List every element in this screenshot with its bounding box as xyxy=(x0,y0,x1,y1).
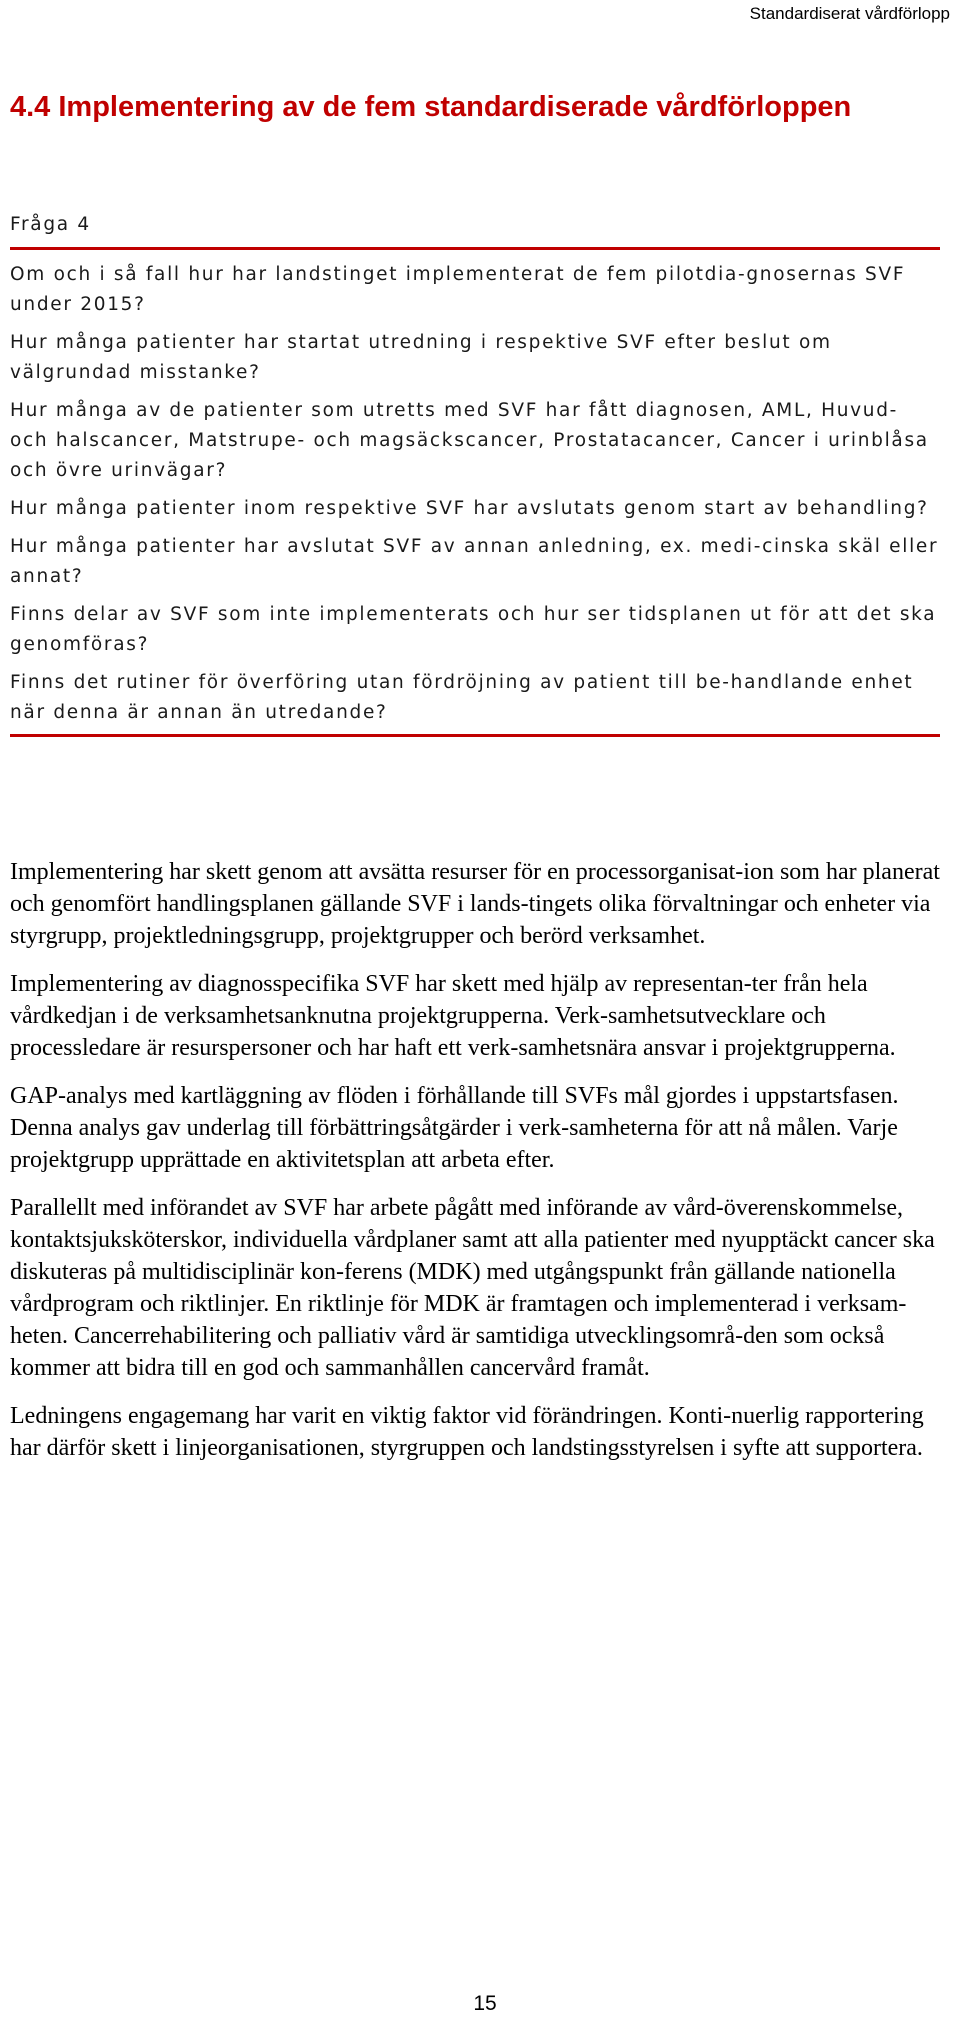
body-paragraph: Parallellt med införandet av SVF har arbete pågått med införande av vård-överenskommelse, kontaktsjuksköterskor, individuella vårdplaner samt att alla patienter med nyupptäckt cancer ska diskuteras på multidisciplinär kon-ferens (MDK) med utgångspunkt från gällande nationella vårdprogram och riktlinjer. En riktlinje för MDK är framtagen och implementerad i verksam-heten. Cancerrehabilitering och palliativ vård är samtidiga utvecklingsområ-den som också kommer att bidra till en god och sammanhållen cancervård framåt. xyxy=(10,1195,935,1381)
question-heading: Fråga 4 xyxy=(10,214,91,235)
section-title: 4.4 Implementering av de fem standardiserade vårdförloppen xyxy=(10,91,852,123)
running-header: Standardiserat vårdförlopp xyxy=(749,4,950,23)
body-paragraph: Ledningens engagemang har varit en viktig faktor vid förändringen. Konti-nuerlig rapportering har därför skett i linjeorganisationen, styrgruppen och landstingsstyrelsen i syfte att supportera. xyxy=(10,1403,924,1461)
question-item: Om och i så fall hur har landstinget implementerat de fem pilotdia-gnosernas SVF under 2015? xyxy=(10,264,906,315)
question-item: Hur många patienter har startat utredning i respektive SVF efter beslut om välgrundad misstanke? xyxy=(10,332,832,383)
question-box-top-rule xyxy=(10,247,940,250)
body-paragraph: Implementering har skett genom att avsätta resurser för en processorganisat-ion som har planerat och genomfört handlingsplanen gällande SVF i lands-tingets olika förvaltningar och enheter via styrgrupp, projektledningsgrupp, projektgrupper och berörd verksamhet. xyxy=(10,859,940,949)
question-box-bottom-rule xyxy=(10,734,940,737)
body-paragraph: Implementering av diagnosspecifika SVF har skett med hjälp av representan-ter från hela vårdkedjan i de verksamhetsanknutna projektgrupperna. Verk-samhetsutvecklare och processledare är resurspersoner och har haft ett verk-samhetsnära ansvar i projektgrupperna. xyxy=(10,971,896,1061)
question-item: Finns delar av SVF som inte implementerats och hur ser tidsplanen ut för att det ska genomföras? xyxy=(10,604,937,655)
question-item: Hur många patienter har avslutat SVF av annan anledning, ex. medi-cinska skäl eller annat? xyxy=(10,536,939,587)
body-text xyxy=(10,856,940,1480)
body-paragraph: GAP-analys med kartläggning av flöden i förhållande till SVFs mål gjordes i uppstartsfasen. Denna analys gav underlag till förbättringsåtgärder i verk-samheterna för att nå målen. Varje projektgrupp upprättade en aktivitetsplan att arbeta efter. xyxy=(10,1083,899,1173)
question-item: Hur många av de patienter som utretts med SVF har fått diagnosen, AML, Huvud- och halscancer, Matstrupe- och magsäckscancer, Prostatacancer, Cancer i urinblåsa och övre urinvägar? xyxy=(10,400,929,481)
question-item: Finns det rutiner för överföring utan fördröjning av patient till be-handlande enhet när denna är annan än utredande? xyxy=(10,672,914,723)
question-item: Hur många patienter inom respektive SVF har avslutats genom start av behandling? xyxy=(10,498,929,519)
page-number: 15 xyxy=(473,1992,497,2015)
question-box xyxy=(10,210,940,737)
